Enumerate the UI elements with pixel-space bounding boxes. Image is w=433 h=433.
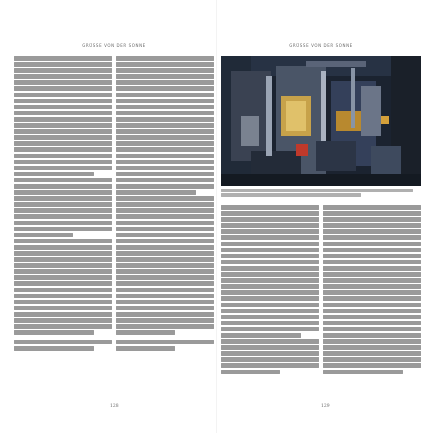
right-page-number: 129 — [321, 404, 330, 409]
left-page — [14, 0, 214, 433]
photo-caption — [221, 189, 421, 198]
page-gutter — [216, 0, 217, 433]
right-running-header: GRÜSSE VON DER SONNE — [289, 43, 353, 48]
right-page-column-2 — [323, 205, 421, 376]
observatory-photo — [221, 56, 421, 186]
left-page-number: 128 — [110, 404, 119, 409]
left-running-header: GRÜSSE VON DER SONNE — [82, 43, 146, 48]
left-page-column-1 — [14, 56, 112, 352]
right-page — [221, 0, 421, 433]
left-page-column-2 — [116, 56, 214, 352]
right-page-column-1 — [221, 205, 319, 376]
